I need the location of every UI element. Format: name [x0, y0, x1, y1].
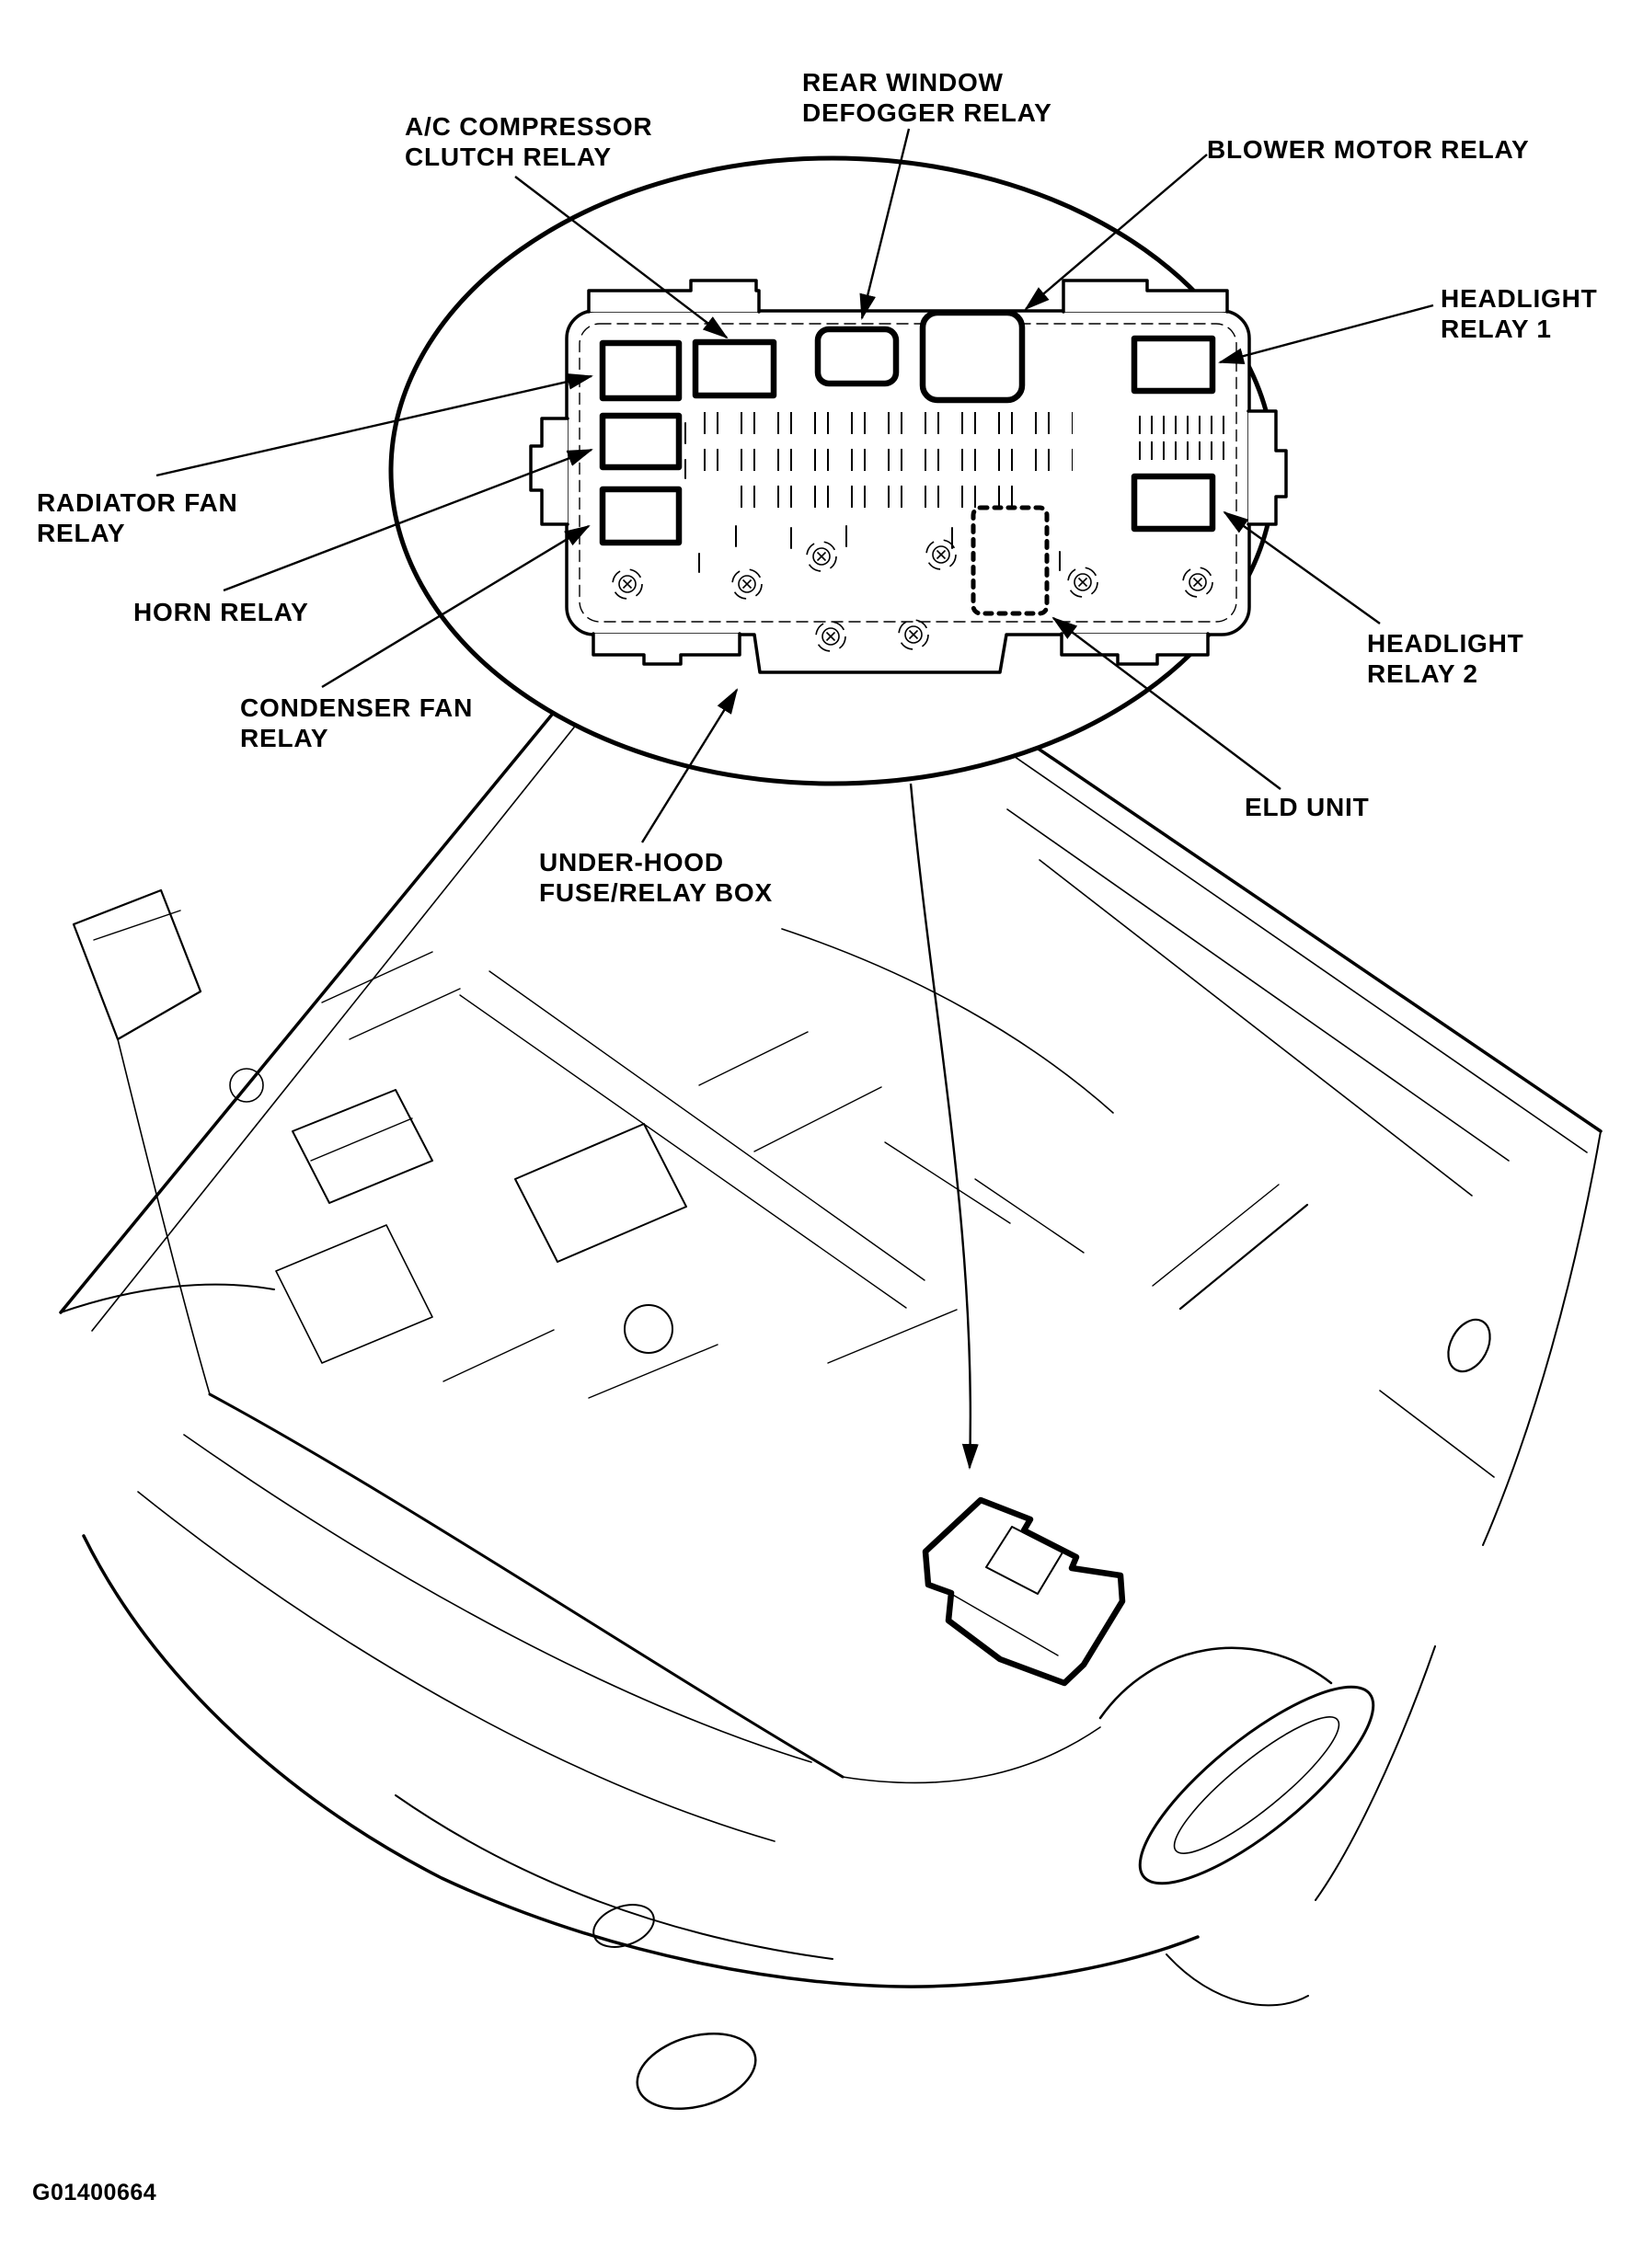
label-line: CONDENSER FAN	[240, 693, 474, 722]
label-condenser-fan-relay	[240, 693, 473, 752]
label-line: RELAY 2	[1367, 659, 1478, 688]
label-line: RELAY	[240, 724, 329, 752]
radiator-support	[843, 1727, 1100, 1782]
underhood-box-in-bay	[925, 1500, 1122, 1683]
grille-line	[138, 1492, 775, 1841]
cowl-line-1	[1007, 809, 1509, 1161]
filler-cap	[625, 1305, 672, 1353]
right-body-edge-lower	[1316, 1646, 1435, 1900]
horn-relay	[603, 416, 679, 467]
headlight-relay-2	[1134, 476, 1212, 529]
radiator-fan-relay	[603, 343, 679, 398]
fender-seam-right	[1380, 1391, 1494, 1477]
front-wheel	[1115, 1658, 1399, 1913]
fuse-row-2	[701, 447, 1073, 484]
bay-fuse-box-outline	[925, 1500, 1122, 1683]
left-headlamp	[74, 890, 201, 1039]
bumper-top-line	[184, 1435, 811, 1762]
left-fender-line	[210, 1394, 843, 1777]
label-blower-motor-relay	[1207, 135, 1529, 164]
left-apron	[118, 1039, 210, 1394]
fuse-block-right-1	[1139, 412, 1225, 438]
firewall-edge	[782, 929, 1113, 1113]
label-line: ELD UNIT	[1245, 793, 1370, 821]
label-headlight-relay-2	[1367, 629, 1524, 688]
leader-headlight1	[1220, 305, 1433, 362]
right-body-edge-upper	[1483, 1131, 1601, 1545]
label-line: HEADLIGHT	[1441, 284, 1598, 313]
label-line: REAR WINDOW	[802, 68, 1004, 97]
label-line: UNDER-HOOD	[539, 848, 724, 876]
blower-motor-relay	[923, 313, 1022, 400]
fog-light	[588, 1897, 660, 1955]
label-eld-unit	[1245, 793, 1370, 821]
headlight-relay-1	[1134, 338, 1212, 391]
tab-right	[1248, 411, 1286, 524]
mudflap-line	[1166, 1954, 1308, 2005]
callout-location-arrow	[911, 784, 971, 1468]
label-line: RELAY 1	[1441, 315, 1552, 343]
fuse-block-right-2	[1139, 438, 1225, 464]
label-rear-window-defogger-relay	[802, 68, 1052, 127]
label-line: DEFOGGER RELAY	[802, 98, 1052, 127]
label-line: HEADLIGHT	[1367, 629, 1524, 658]
battery-line	[311, 1118, 412, 1161]
condenser-fan-relay	[603, 489, 679, 543]
air-cleaner	[515, 1124, 686, 1262]
battery	[293, 1090, 432, 1203]
label-ac-compressor-clutch-relay	[405, 112, 652, 171]
label-radiator-fan-relay	[37, 488, 238, 547]
wiper-arm	[1180, 1205, 1307, 1309]
figure-code: G01400664	[32, 2180, 157, 2205]
wheel-arch	[1100, 1648, 1331, 1718]
strut-bar-1	[460, 995, 906, 1308]
label-headlight-relay-1	[1441, 284, 1598, 343]
label-line: RELAY	[37, 519, 126, 547]
fuse-row-3	[719, 484, 1028, 521]
label-line: HORN RELAY	[133, 598, 309, 626]
bumper-crease	[396, 1795, 833, 1959]
label-line: CLUTCH RELAY	[405, 143, 612, 171]
fuse-row-1	[701, 410, 1073, 447]
label-line: RADIATOR FAN	[37, 488, 238, 517]
fuse-relay-box-detail	[531, 281, 1286, 672]
label-line: FUSE/RELAY BOX	[539, 878, 773, 907]
lower-intake	[628, 2021, 764, 2121]
label-horn-relay	[133, 598, 309, 626]
hood-lip	[61, 1285, 274, 1312]
tab-top-right	[1063, 281, 1227, 312]
label-line: BLOWER MOTOR RELAY	[1207, 135, 1530, 164]
rear-window-defogger-relay	[818, 329, 896, 384]
left-headlamp-inner	[94, 911, 180, 940]
engine-block	[276, 1225, 432, 1363]
wiper-blade	[1153, 1185, 1279, 1286]
cowl-oval	[1440, 1312, 1498, 1379]
label-underhood-fuse-relay-box	[539, 848, 773, 907]
ac-compressor-clutch-relay	[695, 342, 774, 395]
strut-bar-2	[489, 971, 925, 1280]
label-line: A/C COMPRESSOR	[405, 112, 653, 141]
